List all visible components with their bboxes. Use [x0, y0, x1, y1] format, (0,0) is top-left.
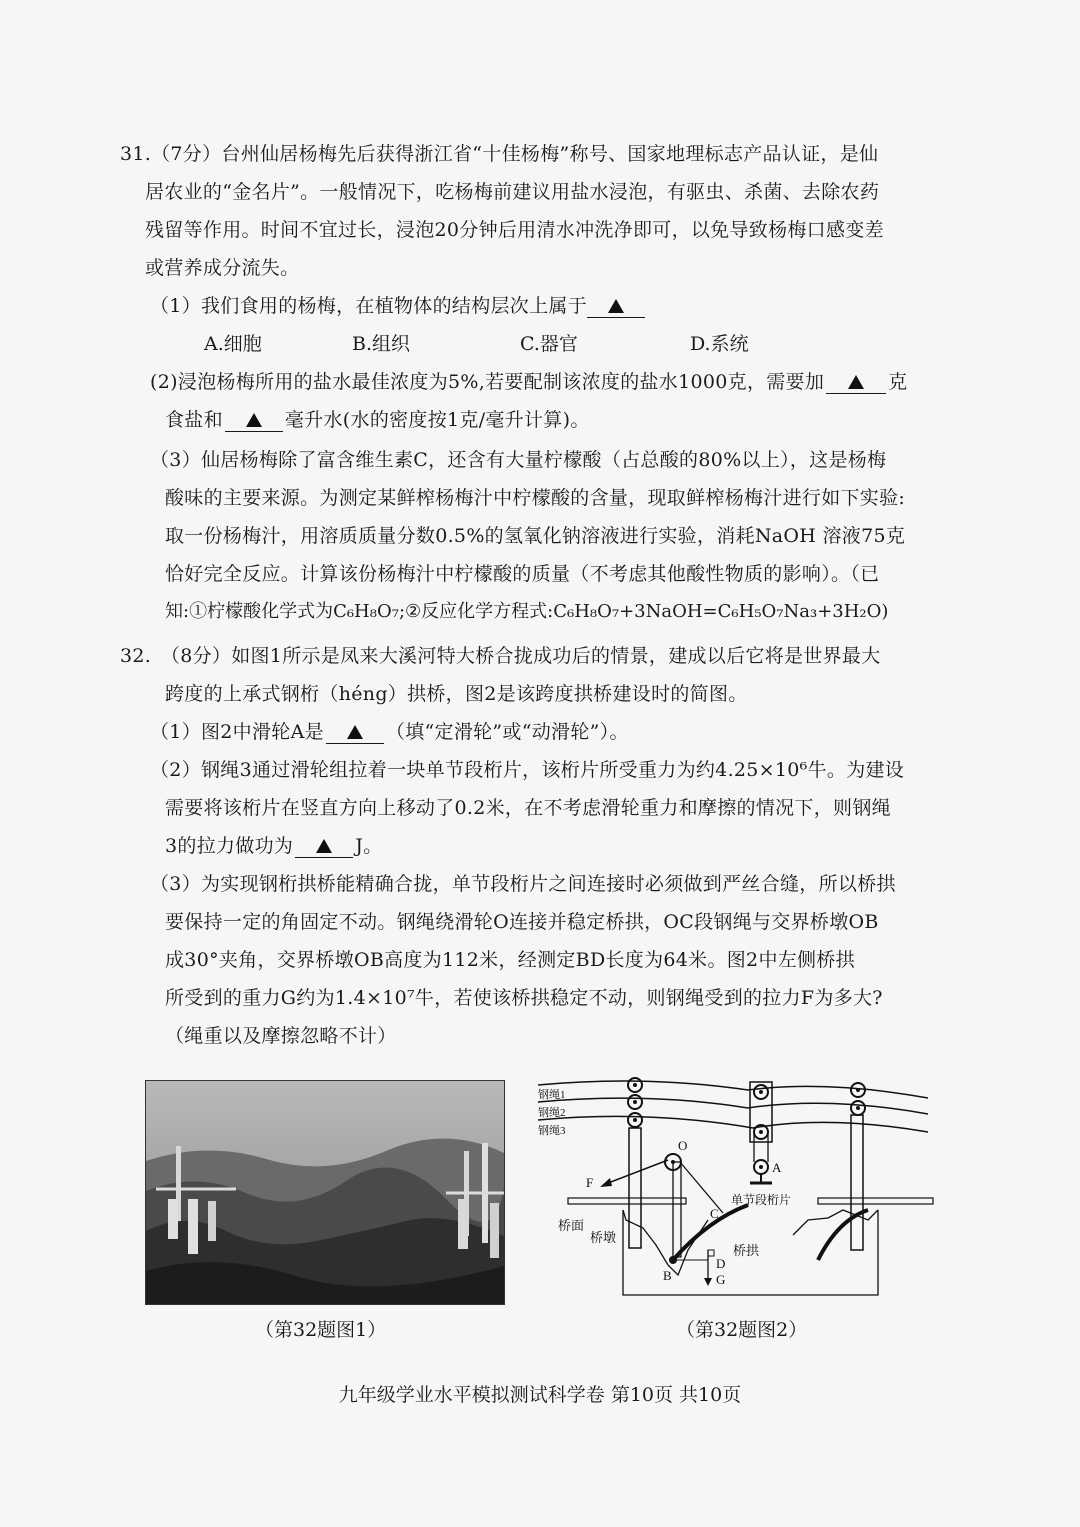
- option-b: B.组织: [352, 333, 411, 355]
- q31-part3-line-3: 取一份杨梅汁，用溶质质量分数0.5%的氢氧化钠溶液进行实验，消耗NaOH 溶液75克: [165, 525, 906, 547]
- q32-part3-line-1: （3）为实现钢桁拱桥能精确合拢，单节段桁片之间连接时必须做到严丝合缝，所以桥拱: [150, 873, 896, 895]
- q32-part3-line-2: 要保持一定的角固定不动。钢绳绕滑轮O连接并稳定桥拱，OC段钢绳与交界桥墩OB: [165, 911, 879, 933]
- rope-2-label: 钢绳2: [538, 1107, 566, 1119]
- q32-part1: （1）图2中滑轮A是 （填“定滑轮”或“动滑轮”）。: [150, 721, 629, 743]
- pier-label: 桥墩: [590, 1230, 617, 1245]
- figure-2-caption: （第32题图2）: [676, 1319, 808, 1341]
- figure-1-caption: （第32题图1）: [255, 1319, 387, 1341]
- answer-blank[interactable]: [587, 295, 645, 318]
- label-f: F: [586, 1175, 594, 1190]
- arch-label: 桥拱: [733, 1243, 760, 1258]
- q31-intro-line-2: 居农业的“金名片”。一般情况下，吃杨梅前建议用盐水浸泡，有驱虫、杀菌、去除农药: [145, 181, 880, 203]
- triangle-icon: [347, 725, 363, 739]
- label-d: D: [716, 1256, 726, 1271]
- rope-1-label: 钢绳1: [538, 1089, 566, 1101]
- q32-intro-line-1: 32. （8分）如图1所示是凤来大溪河特大桥合拢成功后的情景，建成以后它将是世界最大: [120, 645, 881, 667]
- label-g: G: [716, 1272, 726, 1287]
- label-c: C: [710, 1206, 719, 1221]
- answer-blank[interactable]: [295, 835, 353, 858]
- label-o: O: [678, 1138, 688, 1153]
- answer-blank[interactable]: [826, 371, 886, 394]
- q32-part2-line-3: 3的拉力做功为 J。: [165, 835, 383, 857]
- option-c: C.器官: [520, 333, 578, 355]
- bridge-photo: [145, 1080, 505, 1305]
- answer-blank[interactable]: [225, 409, 283, 432]
- q31-part3-line-4: 恰好完全反应。计算该份杨梅汁中柠檬酸的质量（不考虑其他酸性物质的影响）。（已: [165, 563, 880, 585]
- segment-label: 单节段桁片: [731, 1193, 792, 1207]
- page-footer: 九年级学业水平模拟测试科学卷 第10页 共10页: [338, 1384, 742, 1406]
- q31-intro-line-1: 31.（7分）台州仙居杨梅先后获得浙江省“十佳杨梅”称号、国家地理标志产品认证，是仙: [120, 143, 879, 165]
- q32-part2-line-1: （2）钢绳3通过滑轮组拉着一块单节段桁片，该桁片所受重力为约4.25×10⁶牛。为建设: [150, 759, 905, 781]
- q31-part3-line-5: 知:①柠檬酸化学式为C₆H₈O₇;②反应化学方程式:C₆H₈O₇+3NaOH=C₆H₅O₇Na₃+3H₂O): [165, 601, 889, 622]
- triangle-icon: [608, 299, 624, 313]
- q32-part3-line-4: 所受到的重力G约为1.4×10⁷牛，若使该桥拱稳定不动，则钢绳受到的拉力F为多大?: [165, 987, 883, 1009]
- q31-part2-line-2: 食盐和 毫升水(水的密度按1克/毫升计算)。: [165, 409, 590, 431]
- option-d: D.系统: [690, 333, 749, 355]
- q31-intro-line-3: 残留等作用。时间不宜过长，浸泡20分钟后用清水冲洗净即可，以免导致杨梅口感变差: [145, 219, 884, 241]
- q32-part3-line-5: （绳重以及摩擦忽略不计）: [165, 1025, 397, 1047]
- triangle-icon: [316, 839, 332, 853]
- bridge-diagram: [528, 1070, 938, 1305]
- label-a: A: [772, 1160, 782, 1175]
- q31-part3-line-1: （3）仙居杨梅除了富含维生素C，还含有大量柠檬酸（占总酸的80%以上），这是杨梅: [150, 449, 887, 471]
- q31-intro-line-4: 或营养成分流失。: [145, 257, 300, 279]
- label-b: B: [663, 1268, 672, 1283]
- option-a: A.细胞: [204, 333, 262, 355]
- q32-intro-line-2: 跨度的上承式钢桁（héng）拱桥，图2是该跨度拱桥建设时的简图。: [165, 683, 748, 705]
- q32-part3-line-3: 成30°夹角，交界桥墩OB高度为112米，经测定BD长度为64米。图2中左侧桥拱: [165, 949, 855, 971]
- deck-label: 桥面: [558, 1218, 585, 1233]
- q31-part2-line-1: (2)浸泡杨梅所用的盐水最佳浓度为5%,若要配制该浓度的盐水1000克，需要加 克: [150, 371, 908, 393]
- q31-part1: （1）我们食用的杨梅，在植物体的结构层次上属于: [150, 292, 645, 320]
- q31-part3-line-2: 酸味的主要来源。为测定某鲜榨杨梅汁中柠檬酸的含量，现取鲜榨杨梅汁进行如下实验:: [165, 487, 906, 509]
- q32-part2-line-2: 需要将该桁片在竖直方向上移动了0.2米，在不考虑滑轮重力和摩擦的情况下，则钢绳: [165, 797, 891, 819]
- rope-3-label: 钢绳3: [538, 1125, 566, 1137]
- answer-blank[interactable]: [326, 721, 384, 744]
- triangle-icon: [246, 413, 262, 427]
- triangle-icon: [848, 375, 864, 389]
